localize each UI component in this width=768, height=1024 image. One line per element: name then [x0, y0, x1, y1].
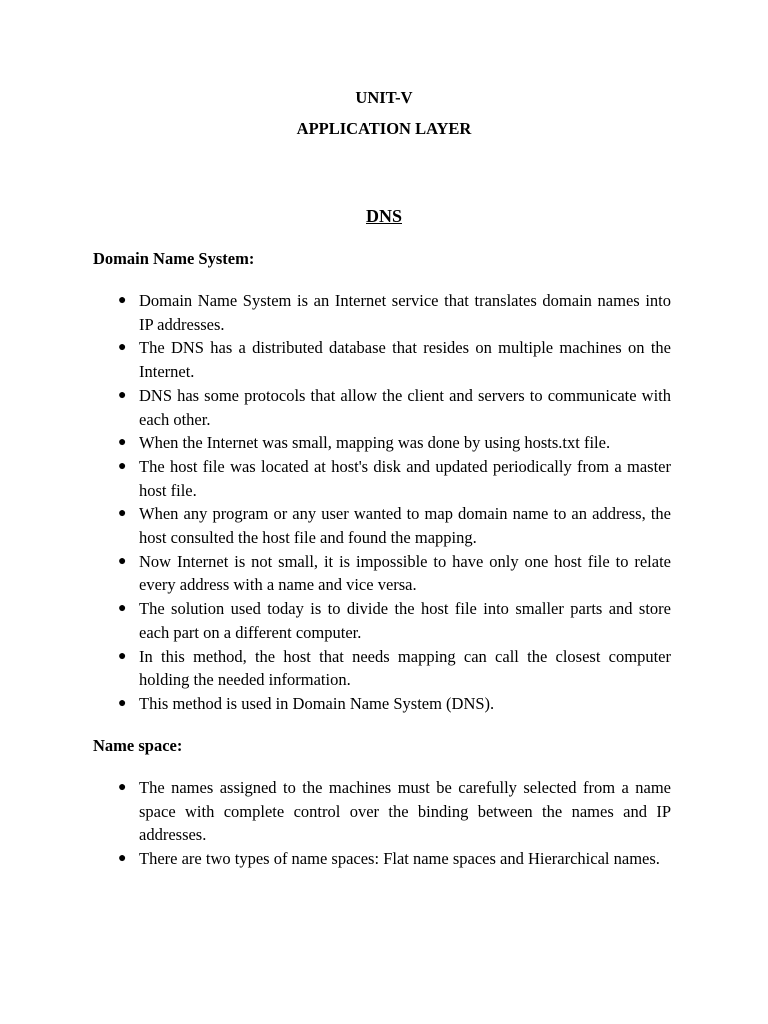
bullet-icon: ● — [118, 435, 127, 451]
bullet-icon: ● — [118, 293, 127, 308]
bullet-icon: ● — [118, 601, 127, 617]
list-item: ● Domain Name System is an Internet service that translates domain names into IP addresses. — [118, 291, 671, 334]
list-item: ● When the Internet was small, mapping was done by using hosts.txt file. — [139, 431, 671, 455]
list-item: ● Now Internet is not small, it is impossible to have only one host file to relate every address with a name and vice versa. — [118, 551, 671, 595]
bullet-list-dns — [0, 289, 768, 716]
bullet-icon: ● — [118, 553, 127, 569]
bullet-icon: ● — [118, 458, 127, 474]
list-item: ● When any program or any user wanted to map domain name to an address, the host consulted the host file and found the mapping. — [118, 504, 671, 548]
list-item: ● The host file was located at host's disk and updated periodically from a master host file. — [118, 456, 671, 500]
list-item: ● DNS has some protocols that allow the client and servers to communicate with each other. — [118, 385, 671, 429]
list-item: ● The DNS has a distributed database that resides on multiple machines on the Internet. — [118, 338, 671, 382]
bullet-icon: ● — [118, 340, 127, 356]
section-heading-dns: Domain Name System: — [93, 249, 255, 268]
bullet-list-name-space — [0, 776, 768, 871]
bullet-icon: ● — [118, 387, 127, 403]
bullet-icon: ● — [118, 851, 127, 867]
list-item: ● The solution used today is to divide the host file into smaller parts and store each part on a different computer. — [118, 599, 671, 642]
bullet-icon: ● — [118, 648, 127, 664]
bullet-icon: ● — [118, 506, 127, 522]
unit-title: UNIT-V — [355, 88, 413, 107]
list-item: ● In this method, the host that needs mapping can call the closest computer holding the needed information. — [118, 646, 671, 690]
bullet-icon: ● — [118, 695, 127, 711]
list-item: ● The names assigned to the machines must be carefully selected from a name space with complete control over the binding between the names and IP addresses. — [118, 778, 671, 845]
layer-title: APPLICATION LAYER — [296, 119, 472, 138]
bullet-icon: ● — [118, 780, 127, 795]
topic-title: DNS — [365, 206, 402, 226]
list-item: ● This method is used in Domain Name System (DNS). — [139, 692, 671, 716]
list-item: ● There are two types of name spaces: Flat name spaces and Hierarchical names. — [139, 847, 671, 871]
section-heading-name-space: Name space: — [93, 736, 183, 755]
